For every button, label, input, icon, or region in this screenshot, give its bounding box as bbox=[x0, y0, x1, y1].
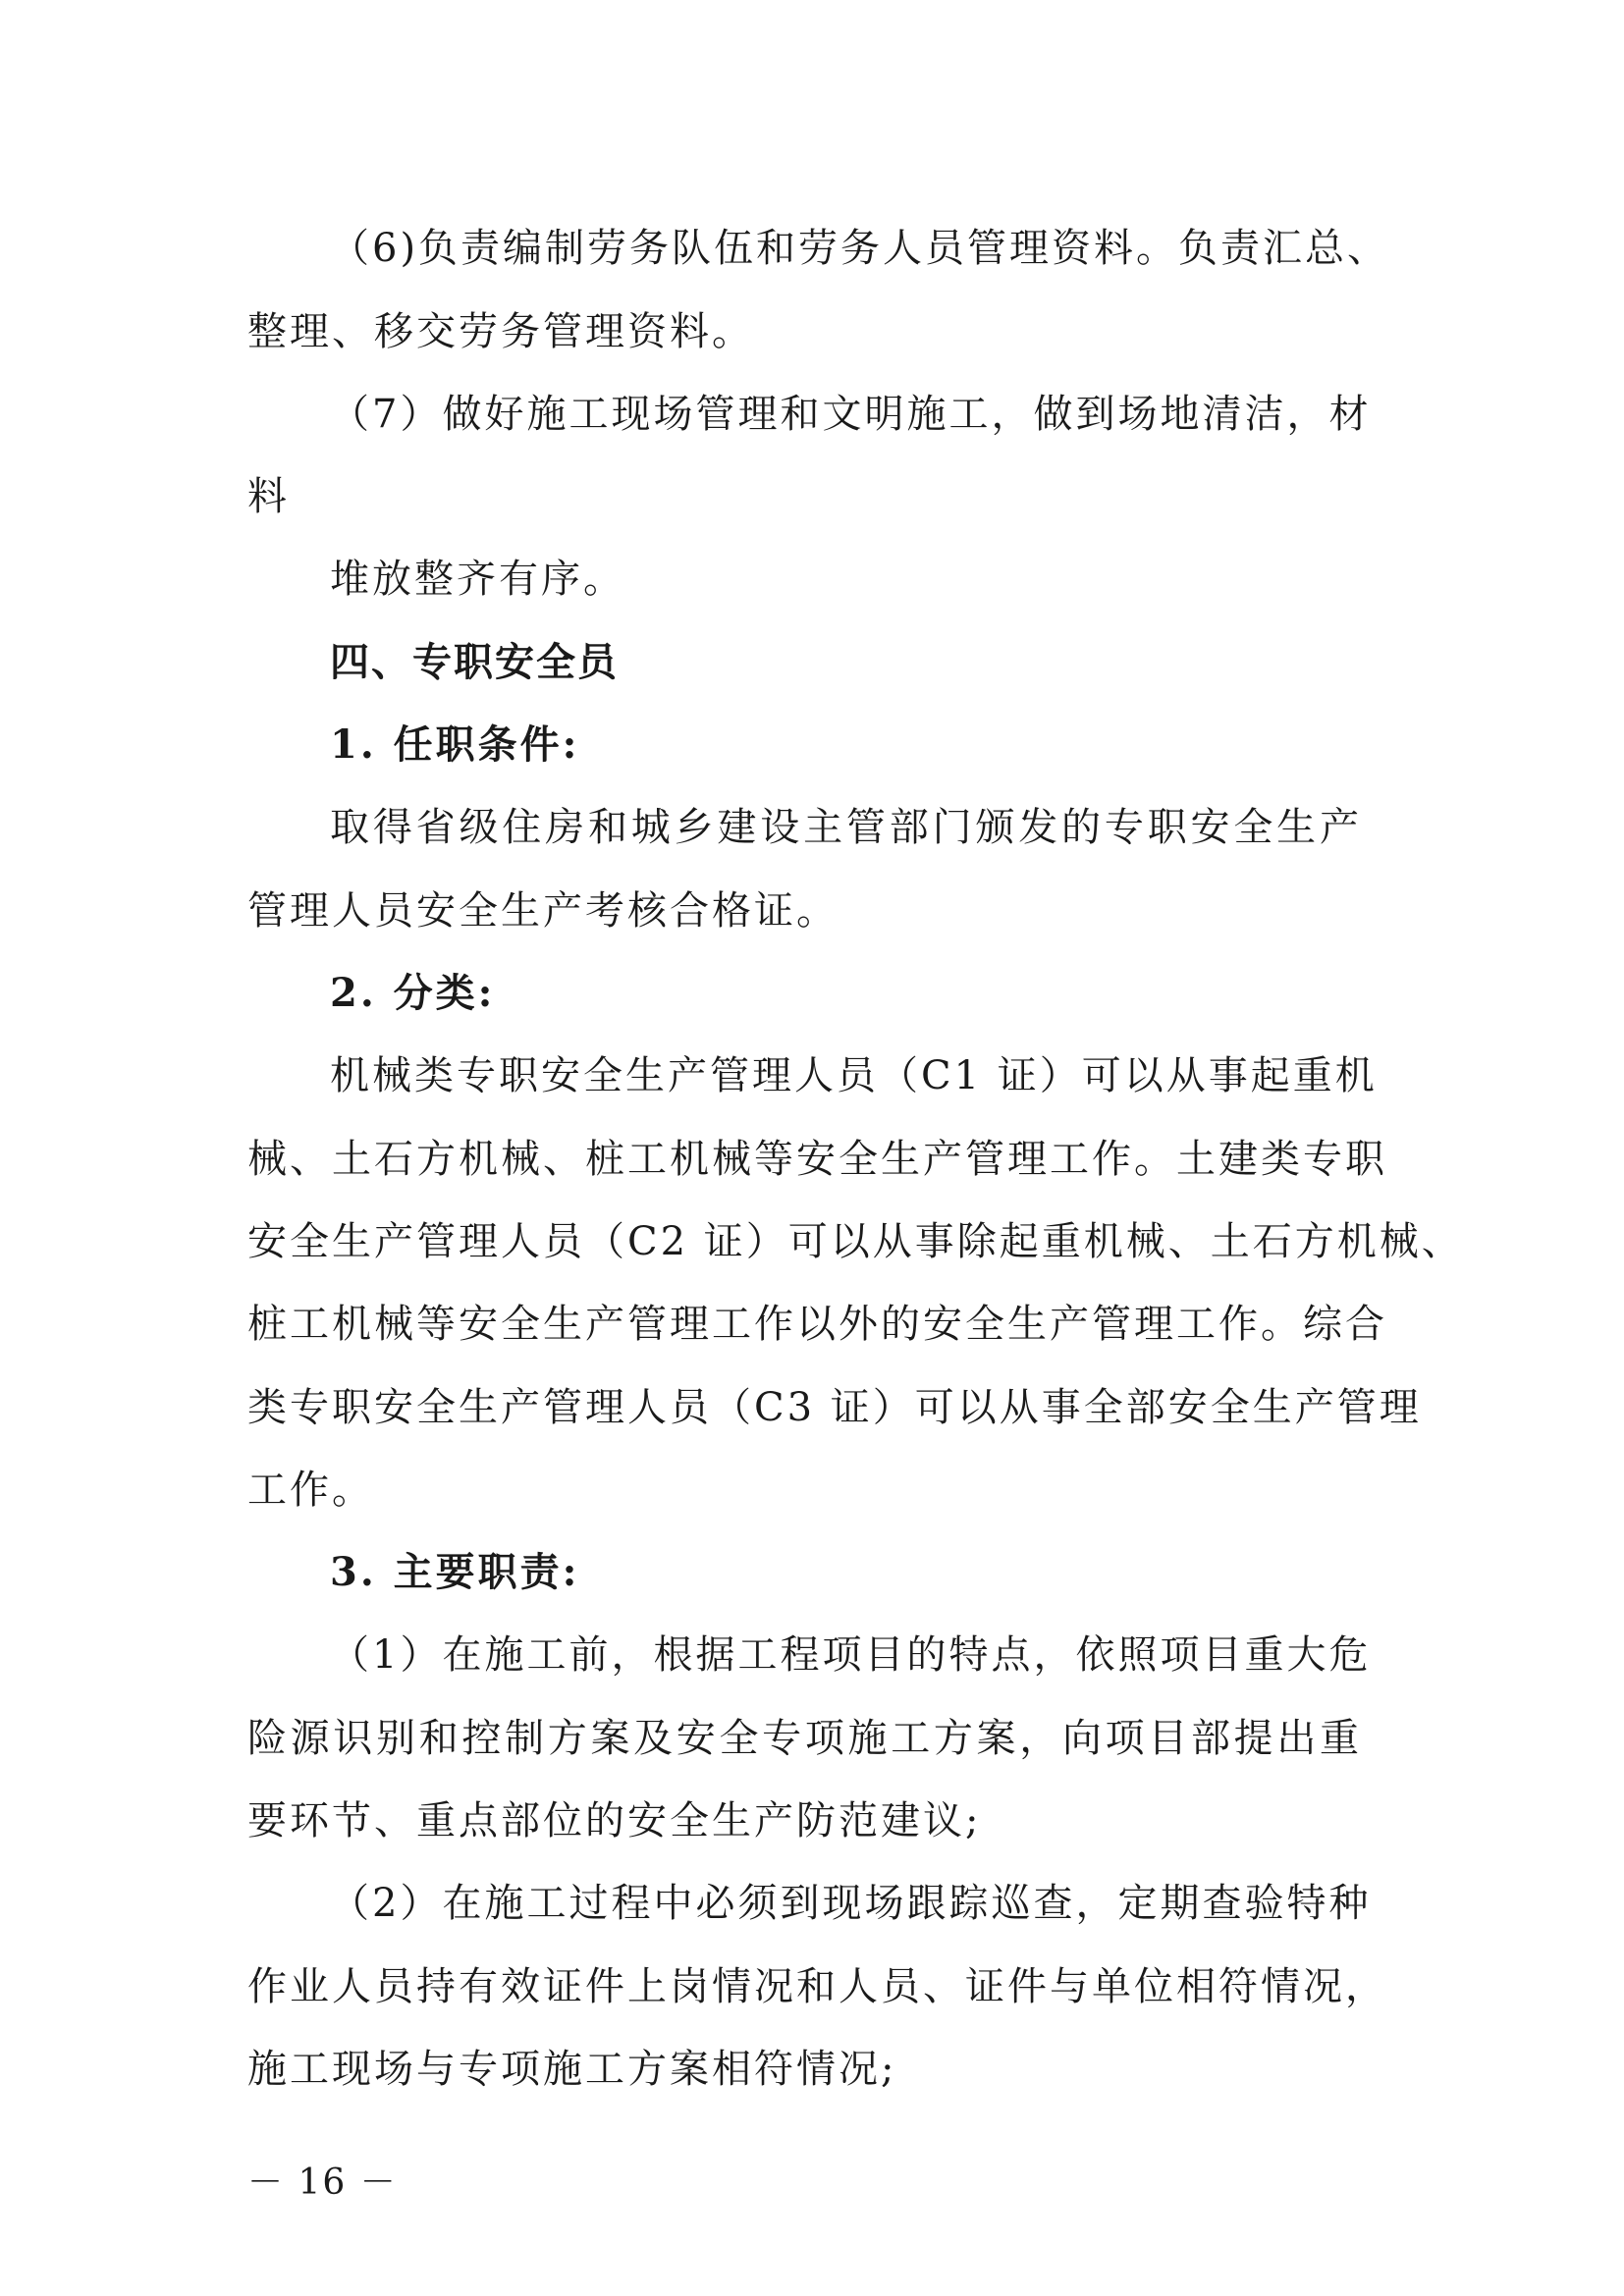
paragraph-line: 械、土石方机械、桩工机械等安全生产管理工作。土建类专职 bbox=[247, 1137, 1387, 1182]
paragraph-line: （2）在施工过程中必须到现场跟踪巡查，定期查验特种 bbox=[330, 1881, 1372, 1926]
paragraph-line: 料 bbox=[247, 474, 290, 519]
paragraph-line: 机械类专职安全生产管理人员（C1 证）可以从事起重机 bbox=[330, 1053, 1378, 1098]
paragraph-line: （6)负责编制劳务队伍和劳务人员管理资料。负责汇总、 bbox=[330, 226, 1390, 271]
paragraph-line: 整理、移交劳务管理资料。 bbox=[247, 309, 754, 354]
paragraph-line: 桩工机械等安全生产管理工作以外的安全生产管理工作。综合 bbox=[247, 1302, 1387, 1347]
subsection-heading: 1. 任职条件: bbox=[330, 721, 580, 768]
paragraph-line: 安全生产管理人员（C2 证）可以从事除起重机械、土石方机械、 bbox=[247, 1219, 1464, 1264]
paragraph-line: （7）做好施工现场管理和文明施工，做到场地清洁，材 bbox=[330, 392, 1372, 437]
paragraph-line: 施工现场与专项施工方案相符情况; bbox=[247, 2047, 897, 2092]
section-heading: 四、专职安全员 bbox=[330, 640, 619, 685]
paragraph-line: 工作。 bbox=[247, 1468, 374, 1513]
subsection-heading: 2. 分类: bbox=[330, 970, 496, 1016]
paragraph-line: 作业人员持有效证件上岗情况和人员、证件与单位相符情况， bbox=[247, 1964, 1387, 2009]
subsection-heading: 3. 主要职责: bbox=[330, 1549, 580, 1595]
page-number: － 16 － bbox=[247, 2163, 398, 2203]
paragraph-line: 堆放整齐有序。 bbox=[330, 557, 625, 602]
paragraph-line: 险源识别和控制方案及安全专项施工方案，向项目部提出重 bbox=[247, 1716, 1362, 1761]
paragraph-line: 要环节、重点部位的安全生产防范建议; bbox=[247, 1798, 982, 1843]
paragraph-line: （1）在施工前，根据工程项目的特点，依照项目重大危 bbox=[330, 1632, 1372, 1678]
paragraph-line: 类专职安全生产管理人员（C3 证）可以从事全部安全生产管理 bbox=[247, 1385, 1422, 1430]
paragraph-line: 取得省级住房和城乡建设主管部门颁发的专职安全生产 bbox=[330, 805, 1362, 850]
paragraph-line: 管理人员安全生产考核合格证。 bbox=[247, 888, 839, 934]
